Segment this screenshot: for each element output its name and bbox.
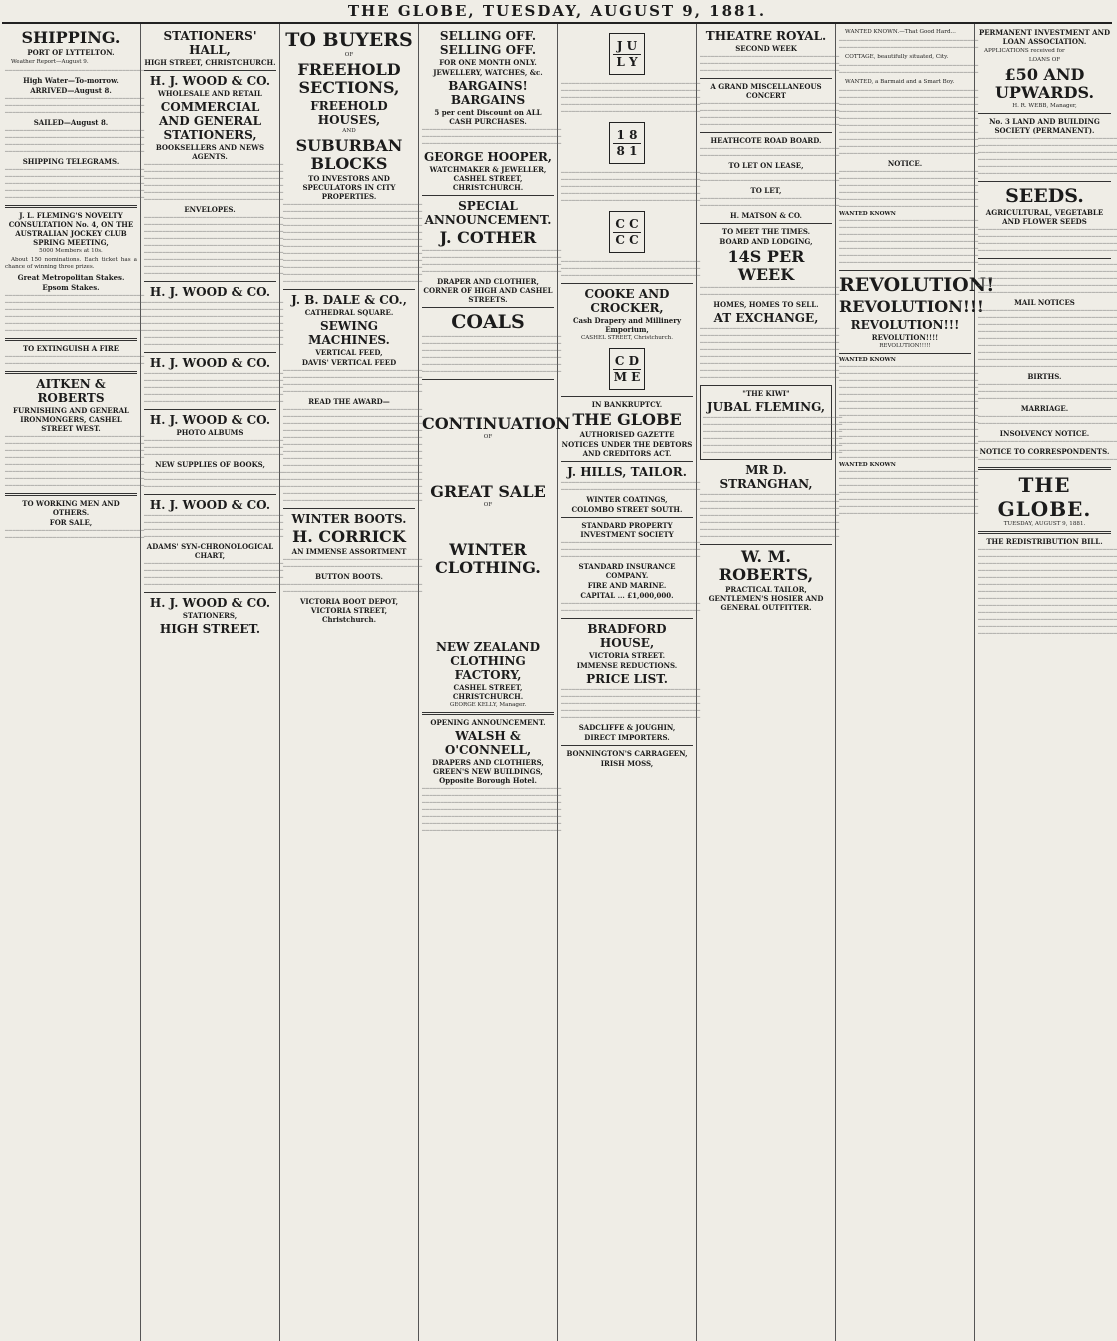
button-text: ────────────────────────────────────── ────────────────────────────────────── <box>283 582 423 595</box>
revolution-2: REVOLUTION!!! <box>839 297 984 316</box>
ornament-top: C D <box>614 353 640 368</box>
photo-text: ────────────────────────────────────── ────────────────────────────────────── ────────────────────────────────────── <box>144 438 284 458</box>
hooper: GEORGE HOOPER, <box>424 150 552 164</box>
fire-marine: FIRE AND MARINE. <box>587 581 667 590</box>
unprecedented-text: ────────────────────────────────────── ────────────────────────────────────── ────────────────────────────────────── ────────────────────────────────────── ────────────────────────────────────── <box>561 81 701 115</box>
divider <box>978 181 1111 182</box>
envelopes: ENVELOPES. <box>184 205 236 214</box>
of-text: OF <box>483 434 493 440</box>
suburban-blocks: SUBURBAN BLOCKS <box>295 136 403 173</box>
roberts: W. M. ROBERTS, <box>718 547 814 584</box>
concert: A GRAND MISCELLANEOUS CONCERT <box>710 82 822 100</box>
editorial-text: ────────────────────────────────────── ────────────────────────────────────── ────────────────────────────────────── ────────────────────────────────────── ────────────────────────────────────── ────────────────────────────────────── ────────────────────────────────────── ────────────────────────────────────── ────────────────────────────────────── ────────────────────────────────────── ────────────────────────────────────── ────────────────────────────────────── ────────────────────────────────────── <box>978 547 1117 637</box>
great-met: Great Metropolitan Stakes. <box>17 273 125 282</box>
divider <box>561 517 693 518</box>
cooke-cashel: CASHEL STREET, Christchurch. <box>580 335 673 341</box>
commercial: COMMERCIAL AND GENERAL STATIONERS, <box>158 100 262 142</box>
gazette: AUTHORISED GAZETTE <box>579 430 675 439</box>
notice: NOTICE. <box>887 159 923 168</box>
hills-text: ────────────────────────────────────── ────────────────────────────────────── <box>561 480 701 493</box>
sailed-text: ────────────────────────────────────── ────────────────────────────────────── ────────────────────────────────────── ────────────────────────────────────── <box>5 128 145 155</box>
roberts-sub: PRACTICAL TAILOR, GENTLEMEN'S HOSIER AND GENERAL OUTFITTER. <box>708 585 824 612</box>
coals: COALS <box>451 311 525 333</box>
spacer <box>422 441 554 481</box>
cother-sub: DRAPER AND CLOTHIER, CORNER OF HIGH AND CASHEL STREETS. <box>423 277 553 304</box>
wood-heading: H. J. WOOD & CO. <box>149 74 271 88</box>
cooke-sub: Cash Drapery and Millinery Emporium, <box>572 316 682 334</box>
divider <box>5 338 137 341</box>
divider <box>978 258 1111 259</box>
working-text: ────────────────────────────────────── ────────────────────────────────────── <box>5 528 145 541</box>
price-text: ────────────────────────────────────── ────────────────────────────────────── ────────────────────────────────────── ────────────────────────────────────── ────────────────────────────────────── <box>561 687 701 721</box>
column-6 <box>697 24 843 1341</box>
cathedral: CATHEDRAL SQUARE. <box>304 308 394 317</box>
births-text: ────────────────────────────────────── ────────────────────────────────────── ────────────────────────────────────── <box>978 382 1117 402</box>
divider <box>144 281 276 282</box>
theatre-royal: THEATRE ROYAL. <box>705 29 827 43</box>
new-supplies: NEW SUPPLIES OF BOOKS, <box>155 460 265 469</box>
marriage: MARRIAGE. <box>1020 404 1069 413</box>
hills: J. HILLS, TAILOR. <box>567 465 687 479</box>
adams-chart: ADAMS' SYN-CHRONOLOGICAL CHART, <box>146 542 274 560</box>
stakes-body: ────────────────────────────────────── ────────────────────────────────────── ────────────────────────────────────── ────────────────────────────────────── ────────────────────────────────────── ────────────────────────────────────── <box>5 293 145 334</box>
wanted-known-text-2: ────────────────────────────────────── ────────────────────────────────────── ────────────────────────────────────── ────────────────────────────────────── ────────────────────────────────────── ────────────────────────────────────── ────────────────────────────────────── ────────────────────────────────────── ────────────────────────────────────── ────────────────────────────────────── ────────────────────────────────────── ────────────────────────────────────── ────────────────────────────────────── ────────────────────────────────────── <box>839 364 979 461</box>
bankruptcy: IN BANKRUPTCY. <box>591 400 663 409</box>
cottage: COTTAGE, beautifully situated, City. <box>845 54 949 60</box>
sewing-text: ────────────────────────────────────── ────────────────────────────────────── ────────────────────────────────────── ────────────────────────────────────── <box>283 368 423 395</box>
correspondents-text: ────────────────────────────────────── <box>978 457 1117 463</box>
spacer <box>422 578 554 638</box>
globe-masthead: THE GLOBE. <box>997 473 1092 521</box>
divider <box>422 195 554 196</box>
award: READ THE AWARD— <box>308 397 390 406</box>
opening: OPENING ANNOUNCEMENT. <box>430 718 546 727</box>
redistribution: THE REDISTRIBUTION BILL. <box>986 537 1103 546</box>
agricultural: AGRICULTURAL, VEGETABLE AND FLOWER SEEDS <box>985 208 1104 226</box>
exchange-text: ────────────────────────────────────── ────────────────────────────────────── ────────────────────────────────────── ────────────────────────────────────── ────────────────────────────────────── ────────────────────────────────────── ────────────────────────────────────── ────────────────────────────────────── <box>700 326 840 381</box>
marriage-text: ────────────────────────────────────── ────────────────────────────────────── <box>978 414 1117 427</box>
ornament-bottom: L Y <box>616 54 638 69</box>
stock-text: ────────────────────────────────────── ────────────────────────────────────── ────────────────────────────────────── ────────────────────────────────────── ────────────────────────────────────── <box>561 170 701 204</box>
supplies-text: ────────────────────────────────────── ────────────────────────────────────── ────────────────────────────────────── <box>144 470 284 490</box>
divider <box>839 270 971 271</box>
seeds: SEEDS. <box>1005 185 1084 207</box>
to-let-lease: TO LET ON LEASE, <box>728 161 804 170</box>
standard-society: STANDARD PROPERTY INVESTMENT SOCIETY <box>580 521 674 539</box>
high-street-2: HIGH STREET. <box>159 622 261 636</box>
stationers-heading: STATIONERS' HALL, <box>163 29 257 57</box>
divider <box>700 132 832 133</box>
discount: 5 per cent Discount on ALL CASH PURCHASES. <box>434 108 542 126</box>
colombo: COLOMBO STREET SOUTH. <box>571 505 683 514</box>
concert-text: ────────────────────────────────────── ────────────────────────────────────── ────────────────────────────────────── ────────────────────────────────────── <box>700 101 840 128</box>
kiwi-title: "THE KIWI" <box>742 389 790 398</box>
extinguish-heading: TO EXTINGUISH A FIRE <box>22 344 120 353</box>
permanent: PERMANENT INVESTMENT AND LOAN ASSOCIATION. <box>978 28 1111 46</box>
divider <box>978 467 1111 470</box>
exchange: AT EXCHANGE, <box>713 311 819 325</box>
correspondents: NOTICE TO CORRESPONDENTS. <box>979 447 1110 456</box>
nz-sub: CASHEL STREET, CHRISTCHURCH. <box>452 683 524 701</box>
kiwi-ad <box>700 385 843 460</box>
divider <box>144 409 276 410</box>
victoria-depot: VICTORIA BOOT DEPOT, VICTORIA STREET, Christchurch. <box>299 597 399 624</box>
insurance: STANDARD INSURANCE COMPANY. <box>578 562 676 580</box>
mail-notices: MAIL NOTICES <box>1014 298 1075 307</box>
divider <box>5 205 137 208</box>
ornament-top: 1 8 <box>616 127 638 142</box>
dale-heading: J. B. DALE & CO., <box>291 293 407 307</box>
shipping-heading: SHIPPING. <box>21 28 121 47</box>
revolution-4: REVOLUTION!!!! <box>871 333 939 342</box>
envelopes-text: ────────────────────────────────────── ────────────────────────────────────── ────────────────────────────────────── ────────────────────────────────────── ────────────────────────────────────── ────────────────────────────────────── ────────────────────────────────────── ────────────────────────────────────── ────────────────────────────────────── <box>144 215 284 277</box>
strangman-text: ────────────────────────────────────── ────────────────────────────────────── ────────────────────────────────────── ────────────────────────────────────── ────────────────────────────────────── ────────────────────────────────────── ────────────────────────────────────── <box>700 492 840 540</box>
wanted-1: WANTED KNOWN.—That Good Hard... <box>845 29 956 35</box>
assortment: AN IMMENSE ASSORTMENT <box>291 547 407 556</box>
freehold-houses: FREEHOLD HOUSES, <box>310 99 388 127</box>
divider <box>144 352 276 353</box>
wanted-known-3: WANTED KNOWN <box>839 462 896 468</box>
masthead: THE GLOBE, TUESDAY, AUGUST 9, 1881. <box>2 0 1112 24</box>
wanted-text: ────────────────────────────────────── ────────────────────────────────────── ────────────────────────────────────── ────────────────────────────────────── ────────────────────────────────────── ────────────────────────────────────── ────────────────────────────────────── ────────────────────────────────────── ────────────────────────────────────── ────────────────────────────────────── <box>839 88 979 157</box>
ornament-cc <box>609 211 645 253</box>
let-text: ────────────────────────────────────── ────────────────────────────────────── <box>700 196 840 209</box>
amount: £50 AND UPWARDS. <box>994 65 1095 102</box>
homes: HOMES, HOMES TO SELL. <box>713 300 819 309</box>
divider <box>422 379 554 380</box>
per-week: 14S PER WEEK <box>727 247 805 284</box>
globe-date: TUESDAY, AUGUST 9, 1881. <box>1003 521 1086 527</box>
column-2 <box>141 24 284 1341</box>
cooke-crocker: COOKE AND CROCKER, <box>584 287 670 315</box>
insolvency-text: ────────────────────────────────────── <box>978 439 1117 445</box>
special-announcement: SPECIAL ANNOUNCEMENT. <box>424 199 552 227</box>
divider <box>561 461 693 462</box>
ornament-1881 <box>609 122 645 164</box>
week-text: ────────────────────────────────────── ────────────────────────────────────── <box>700 285 840 298</box>
sailed-heading: SAILED—August 8. <box>33 118 109 127</box>
ornament-dm <box>609 348 645 390</box>
ornament-top: J U <box>616 38 638 53</box>
bradford: BRADFORD HOUSE, <box>587 622 667 650</box>
bargains: BARGAINS! BARGAINS <box>448 79 528 107</box>
cother: J. COTHER <box>439 228 537 247</box>
insurance-text: ────────────────────────────────────── ────────────────────────────────────── <box>561 601 701 614</box>
mail-text: ────────────────────────────────────── ────────────────────────────────────── ────────────────────────────────────── ────────────────────────────────────── ────────────────────────────────────── ────────────────────────────────────── ────────────────────────────────────── ────────────────────────────────────── ────────────────────────────────────── <box>978 308 1117 370</box>
wood-text-3: ────────────────────────────────────── ────────────────────────────────────── ────────────────────────────────────── ────────────────────────────────────── ────────────────────────────────────── <box>144 371 284 405</box>
divider <box>283 289 415 290</box>
divider <box>561 283 693 284</box>
arrived-text: ────────────────────────────────────── ────────────────────────────────────── ────────────────────────────────────── <box>5 96 145 116</box>
divider <box>978 531 1111 534</box>
bradford-sub: VICTORIA STREET. <box>588 651 666 660</box>
ornament-top: C C <box>615 216 639 231</box>
divider <box>422 307 554 308</box>
revolution-3: REVOLUTION!!! <box>850 318 960 332</box>
walsh-sub: DRAPERS AND CLOTHIERS, GREEN'S NEW BUILDINGS, Opposite Borough Hotel. <box>432 758 544 785</box>
wanted-known-text: ────────────────────────────────────── ────────────────────────────────────── ────────────────────────────────────── ────────────────────────────────────── ────────────────────────────────────── ────────────────────────────────────── ────────────────────────────────────── <box>839 218 979 266</box>
divider <box>144 494 276 495</box>
divider <box>978 113 1111 114</box>
jubal-fleming: JUBAL FLEMING, <box>706 400 826 414</box>
divider <box>5 371 137 374</box>
wood-heading-4: H. J. WOOD & CO. <box>149 413 271 427</box>
columns <box>2 24 1117 1341</box>
notice-text: ────────────────────────────────────── ────────────────────────────────────── ────────────────────────────────────── ────────────────────────────────────── ────────────────────────────────────── ────────────────────────────────────── <box>839 169 979 210</box>
cother-text: ────────────────────────────────────── ────────────────────────────────────── ────────────────────────────────────── ────────────────────────────────────── <box>422 248 562 275</box>
capital: CAPITAL ... £1,000,000. <box>580 591 674 600</box>
coals-text: ────────────────────────────────────── ────────────────────────────────────── ────────────────────────────────────── ────────────────────────────────────── ────────────────────────────────────── ────────────────────────────────────── <box>422 334 562 375</box>
wholesale: WHOLESALE AND RETAIL <box>158 89 262 98</box>
booksellers: BOOKSELLERS AND NEWS AGENTS. <box>155 143 265 161</box>
spacer <box>422 383 554 413</box>
divider <box>144 70 276 71</box>
applications: APPLICATIONS received for <box>984 48 1065 54</box>
notices: NOTICES UNDER THE DEBTORS AND CREDITORS ACT. <box>561 440 693 458</box>
freehold-sections: FREEHOLD SECTIONS, <box>297 60 401 97</box>
divider <box>144 592 276 593</box>
column-4 <box>419 24 571 1341</box>
winter-boots: WINTER BOOTS. <box>291 512 407 526</box>
wanted-known-text-3: ────────────────────────────────────── ────────────────────────────────────── ────────────────────────────────────── ────────────────────────────────────── ────────────────────────────────────── ────────────────────────────────────── ────────────────────────────────────── <box>839 469 979 517</box>
standard-text: ────────────────────────────────────── ────────────────────────────────────── ────────────────────────────────────── <box>561 540 701 560</box>
button-boots: BUTTON BOOTS. <box>315 572 383 581</box>
bonnington: BONNINGTON'S CARRAGEEN, <box>566 749 688 758</box>
lease-text: ────────────────────────────────────── ────────────────────────────────────── <box>700 171 840 184</box>
matson: H. MATSON & CO. <box>730 211 802 220</box>
aitken-text: ────────────────────────────────────── ────────────────────────────────────── ────────────────────────────────────── ────────────────────────────────────── ────────────────────────────────────── ────────────────────────────────────── ────────────────────────────────────── ────────────────────────────────────── <box>5 434 145 489</box>
divider <box>561 745 693 746</box>
walsh: WALSH & O'CONNELL, <box>444 729 532 757</box>
buyers-text: ────────────────────────────────────── ────────────────────────────────────── ────────────────────────────────────── ────────────────────────────────────── ────────────────────────────────────── ────────────────────────────────────── ────────────────────────────────────── ────────────────────────────────────── ────────────────────────────────────── ────────────────────────────────────── ────────────────────────────────────── ────────────────────────────────────── <box>283 202 423 285</box>
port-heading: PORT OF LYTTELTON. <box>27 48 115 57</box>
boots-text: ────────────────────────────────────── ────────────────────────────────────── <box>283 557 423 570</box>
novelty-heading: J. L. FLEMING'S NOVELTY CONSULTATION No. 4, ON THE AUSTRALIAN JOCKEY CLUB SPRING MEETING, <box>8 211 134 247</box>
divider <box>700 78 832 79</box>
arrived-heading: ARRIVED—August 8. <box>30 86 112 95</box>
aitken-sub: FURNISHING AND GENERAL IRONMONGERS, CASHEL STREET WEST. <box>13 406 129 433</box>
corrick: H. CORRICK <box>292 527 406 546</box>
heathcote: HEATHCOTE ROAD BOARD. <box>710 136 822 145</box>
revolution-5: REVOLUTION!!!!! <box>879 343 931 349</box>
wood-text-5: ────────────────────────────────────── ────────────────────────────────────── ────────────────────────────────────── ────────────────────────────────────── <box>144 513 284 540</box>
vertical-feed: VERTICAL FEED, <box>315 348 383 357</box>
cottage-text: ────────────────────────────────────── ────────────────────────────────────── <box>839 63 979 76</box>
the-globe: THE GLOBE <box>572 410 682 429</box>
nz-factory: NEW ZEALAND CLOTHING FACTORY, <box>435 640 541 682</box>
buyers-heading: TO BUYERS <box>285 29 413 51</box>
wanted-2: WANTED, a Barmaid and a Smart Boy. <box>845 79 955 85</box>
irish-moss: IRISH MOSS, <box>600 759 654 768</box>
and-text: AND <box>342 128 356 134</box>
divider <box>5 493 137 496</box>
column-5 <box>558 24 701 1341</box>
weather-report: Weather Report—August 9. <box>11 59 89 65</box>
reductions: IMMENSE REDUCTIONS. <box>576 661 678 670</box>
epsom: Epsom Stakes. <box>42 283 100 292</box>
continuation: CONTINUATION <box>422 414 571 433</box>
telegrams-text: ────────────────────────────────────── ────────────────────────────────────── ────────────────────────────────────── ────────────────────────────────────── ────────────────────────────────────── <box>5 167 145 201</box>
ornament-bottom: C C <box>615 232 639 247</box>
aitken-heading: AITKEN & ROBERTS <box>36 377 106 405</box>
divider <box>561 618 693 619</box>
meet-times: TO MEET THE TIMES. <box>721 227 811 236</box>
photo-albums: PHOTO ALBUMS <box>176 428 244 437</box>
heathcote-text: ────────────────────────────────────── ────────────────────────────────────── <box>700 146 840 159</box>
investors: TO INVESTORS AND SPECULATORS IN CITY PROPERTIES. <box>302 174 396 201</box>
stakes-text: About 150 nominations. Each ticket has a chance of winning three prizes. <box>5 257 137 270</box>
selling-text: ────────────────────────────────────── ────────────────────────────────────── ────────────────────────────────────── <box>422 127 562 147</box>
to-let: TO LET, <box>750 186 782 195</box>
hooper-sub: WATCHMAKER & JEWELLER, CASHEL STREET, CHRISTCHURCH. <box>429 165 547 192</box>
cc-text: ────────────────────────────────────── ────────────────────────────────────── ────────────────────────────────────── <box>561 259 701 279</box>
strangman: MR D. STRANGHAN, <box>719 463 813 491</box>
high-street: HIGH STREET, CHRISTCHURCH. <box>144 58 276 67</box>
column-8 <box>975 24 1117 1341</box>
column-3 <box>280 24 423 1341</box>
high-water: High Water—To-morrow. <box>23 76 119 85</box>
sewing-machines: SEWING MACHINES. <box>308 319 390 347</box>
loans-of: LOANS OF <box>1028 57 1061 63</box>
board-lodging: BOARD AND LODGING, <box>719 237 813 246</box>
divider <box>283 508 415 509</box>
wanted-list: ────────────────────────────────────── ────────────────────────────────────── ────────────────────────────────────── ────────────────────────────────────── ────────────────────────────────────── <box>978 262 1117 296</box>
wood-heading-6: H. J. WOOD & CO. <box>149 596 271 610</box>
sadcliffe: SADCLIFFE & JOUGHIN, <box>578 723 676 732</box>
one-month: FOR ONE MONTH ONLY. <box>439 58 537 67</box>
telegrams-heading: SHIPPING TELEGRAMS. <box>22 157 120 166</box>
extinguish-text: ────────────────────────────────────── ────────────────────────────────────── <box>5 354 145 367</box>
wood-text-2: ────────────────────────────────────── ────────────────────────────────────── ────────────────────────────────────── ────────────────────────────────────── ────────────────────────────────────── ────────────────────────────────────── ────────────────────────────────────── <box>144 300 284 348</box>
great-sale: GREAT SALE <box>430 482 546 501</box>
stationers-text: ────────────────────────────────────── ────────────────────────────────────── ────────────────────────────────────── ────────────────────────────────────── ────────────────────────────────────── ────────────────────────────────────── <box>144 162 284 203</box>
members-text: 5000 Members at 10s. <box>39 248 103 254</box>
adams-text: ────────────────────────────────────── ────────────────────────────────────── ────────────────────────────────────── ────────────────────────────────────── <box>144 561 284 588</box>
wanted-1-text: ────────────────────────────────────── ────────────────────────────────────── <box>839 38 979 51</box>
building-society: No. 3 LAND AND BUILDING SOCIETY (PERMANENT). <box>989 117 1100 135</box>
webb: H. R. WEBB, Manager, <box>1012 103 1077 109</box>
column-1 <box>2 24 145 1341</box>
spacer <box>422 509 554 539</box>
selling-off: SELLING OFF. SELLING OFF. <box>439 29 537 57</box>
winter-coatings: WINTER COATINGS, <box>586 495 668 504</box>
davis-feed: DAVIS' VERTICAL FEED <box>301 358 397 367</box>
divider <box>839 353 971 354</box>
walsh-text: ────────────────────────────────────── ────────────────────────────────────── ────────────────────────────────────── ────────────────────────────────────── ────────────────────────────────────── ────────────────────────────────────── ────────────────────────────────────── <box>422 786 562 834</box>
award-text: ────────────────────────────────────── ────────────────────────────────────── ────────────────────────────────────── ────────────────────────────────────── ────────────────────────────────────── ────────────────────────────────────── ────────────────────────────────────── ────────────────────────────────────── ────────────────────────────────────── ────────────────────────────────────── ────────────────────────────────────── ────────────────────────────────────── ────────────────────────────────────── ────────────────────────────────────── <box>283 407 423 504</box>
shipping-text: ────────────────────────────────────── <box>5 68 145 74</box>
of-text: OF <box>344 52 354 58</box>
ornament-bottom: M E <box>613 369 641 384</box>
ornament-bottom: 8 1 <box>616 143 638 158</box>
divider <box>422 712 554 715</box>
of-text-2: OF <box>483 502 493 508</box>
building-text: ────────────────────────────────────── ────────────────────────────────────── ────────────────────────────────────── ────────────────────────────────────── ────────────────────────────────────── ────────────────────────────────────── <box>978 136 1117 177</box>
column-7 <box>836 24 995 1341</box>
births: BIRTHS. <box>1027 372 1062 381</box>
wanted-known-2: WANTED KNOWN <box>839 357 896 363</box>
divider <box>700 544 832 545</box>
ornament-july <box>609 33 645 75</box>
wood-heading-3: H. J. WOOD & CO. <box>149 356 271 370</box>
for-sale: FOR SALE, <box>49 518 93 527</box>
wanted-known-1: WANTED KNOWN <box>839 211 896 217</box>
insolvency: INSOLVENCY NOTICE. <box>999 429 1090 438</box>
price-list: PRICE LIST. <box>586 672 668 686</box>
stationers-2: STATIONERS, <box>182 611 238 620</box>
second-week: SECOND WEEK <box>735 44 797 53</box>
seeds-text: ────────────────────────────────────── ────────────────────────────────────── ────────────────────────────────────── ────────────────────────────────────── <box>978 227 1117 254</box>
importers: DIRECT IMPORTERS. <box>584 733 670 742</box>
wood-heading-2: H. J. WOOD & CO. <box>149 285 271 299</box>
jewellery: JEWELLERY, WATCHES, &c. <box>433 68 543 77</box>
kelly: GEORGE KELLY, Manager. <box>449 702 527 708</box>
theatre-text: ────────────────────────────────────── ────────────────────────────────────── ────────────────────────────────────── <box>700 54 840 74</box>
kiwi-text: ────────────────────────────────────── ────────────────────────────────────── ────────────────────────────────────── ────────────────────────────────────── ────────────────────────────────────── ────────────────────────────────────── <box>703 415 843 456</box>
revolution-1: REVOLUTION! <box>839 274 995 296</box>
divider <box>700 223 832 224</box>
working-heading: TO WORKING MEN AND OTHERS. <box>22 499 120 517</box>
divider <box>561 396 693 397</box>
winter-clothing: WINTER CLOTHING. <box>435 540 541 577</box>
wood-heading-5: H. J. WOOD & CO. <box>149 498 271 512</box>
